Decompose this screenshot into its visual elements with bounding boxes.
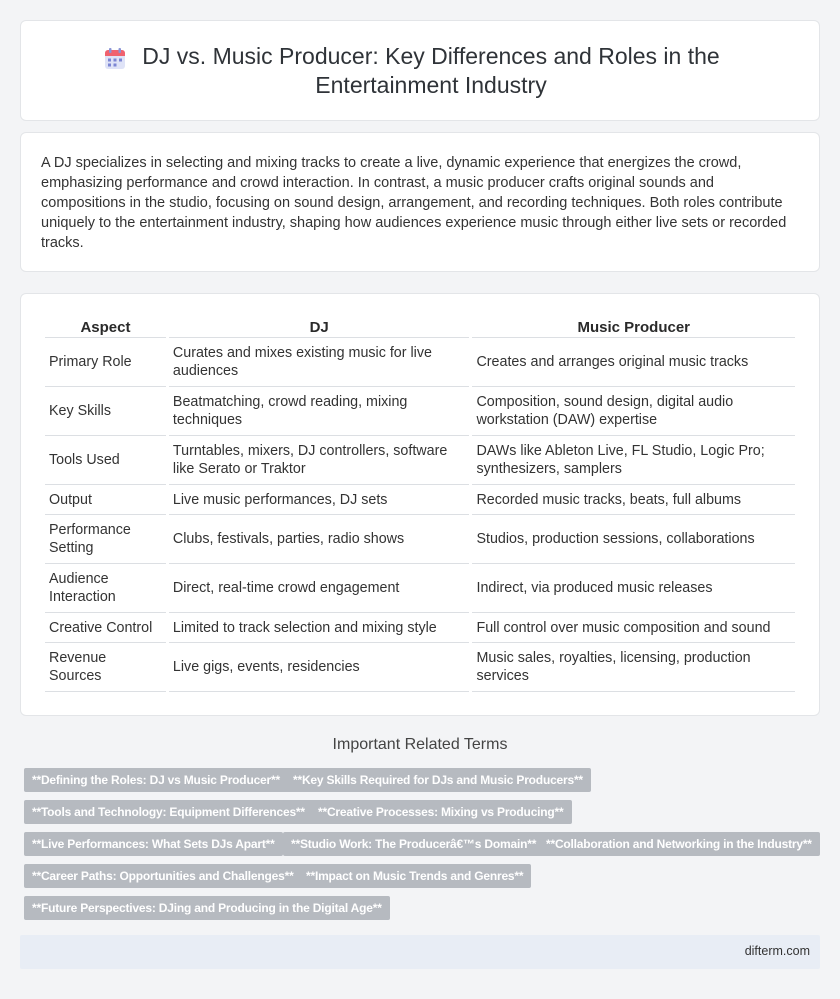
producer-cell: Creates and arranges original music tracks (472, 338, 795, 387)
aspect-cell: Creative Control (45, 613, 166, 643)
table-row (45, 613, 795, 643)
dj-cell: Curates and mixes existing music for live audiences (169, 338, 470, 387)
related-term-tag[interactable]: **Impact on Music Trends and Genres** (298, 864, 531, 888)
table-row (45, 387, 795, 436)
related-term-tag[interactable]: **Key Skills Required for DJs and Music Producers** (285, 768, 591, 792)
aspect-cell: Performance Setting (45, 515, 166, 564)
producer-cell: DAWs like Ableton Live, FL Studio, Logic Pro; synthesizers, samplers (472, 436, 795, 485)
title-card (20, 20, 820, 121)
footer-bar (20, 935, 820, 969)
table-row (45, 485, 795, 515)
aspect-cell: Key Skills (45, 387, 166, 436)
related-terms-heading: Important Related Terms (332, 736, 508, 753)
producer-cell: Indirect, via produced music releases (472, 564, 795, 613)
dj-cell: Turntables, mixers, DJ controllers, software like Serato or Traktor (169, 436, 470, 485)
page-title: DJ vs. Music Producer: Key Differences and Roles in the Entertainment Industry (142, 42, 720, 98)
related-term-tag[interactable]: **Future Perspectives: DJing and Producing in the Digital Age** (24, 896, 390, 920)
table-row (45, 515, 795, 564)
intro-paragraph: A DJ specializes in selecting and mixing tracks to create a live, dynamic experience that energizes the crowd, emphasizing performance and crowd interaction. In contrast, a music producer crafts original sounds and compositions in the studio, focusing on sound design, arrangement, and recording techniques. Both roles contribute uniquely to the entertainment industry, shaping how audiences experience music through either live sets or recorded tracks. (41, 155, 787, 251)
header-music-producer: Music Producer (472, 314, 795, 338)
dj-cell: Beatmatching, crowd reading, mixing techniques (169, 387, 470, 436)
table-row (45, 436, 795, 485)
producer-cell: Composition, sound design, digital audio workstation (DAW) expertise (472, 387, 795, 436)
producer-cell: Music sales, royalties, licensing, production services (472, 643, 795, 692)
dj-cell: Live music performances, DJ sets (169, 485, 470, 515)
table-row (45, 338, 795, 387)
related-term-tag[interactable]: **Creative Processes: Mixing vs Producing** (310, 800, 572, 824)
related-term-tag[interactable]: **Studio Work: The Producerâ€™s Domain** (283, 832, 544, 856)
aspect-cell: Output (45, 485, 166, 515)
related-term-tag[interactable]: **Live Performances: What Sets DJs Apart** (24, 832, 283, 856)
table-header-row (45, 314, 795, 338)
aspect-cell: Primary Role (45, 338, 166, 387)
footer-site-link[interactable]: difterm.com (744, 944, 810, 958)
related-term-tag[interactable]: **Tools and Technology: Equipment Differences** (24, 800, 313, 824)
aspect-cell: Revenue Sources (45, 643, 166, 692)
related-term-tag[interactable]: **Defining the Roles: DJ vs Music Producer** (24, 768, 288, 792)
related-term-tag[interactable]: **Career Paths: Opportunities and Challenges** (24, 864, 302, 888)
comparison-table (42, 314, 798, 692)
dj-cell: Direct, real-time crowd engagement (169, 564, 470, 613)
dj-cell: Limited to track selection and mixing style (169, 613, 470, 643)
producer-cell: Studios, production sessions, collaborations (472, 515, 795, 564)
producer-cell: Full control over music composition and sound (472, 613, 795, 643)
dj-cell: Clubs, festivals, parties, radio shows (169, 515, 470, 564)
aspect-cell: Tools Used (45, 436, 166, 485)
header-aspect: Aspect (45, 314, 166, 338)
dj-cell: Live gigs, events, residencies (169, 643, 470, 692)
table-row (45, 643, 795, 692)
table-row (45, 564, 795, 613)
comparison-table-card (20, 293, 820, 716)
intro-card (20, 132, 820, 272)
related-term-tag[interactable]: **Collaboration and Networking in the Industry** (538, 832, 820, 856)
header-dj: DJ (169, 314, 470, 338)
aspect-cell: Audience Interaction (45, 564, 166, 613)
producer-cell: Recorded music tracks, beats, full albums (472, 485, 795, 515)
